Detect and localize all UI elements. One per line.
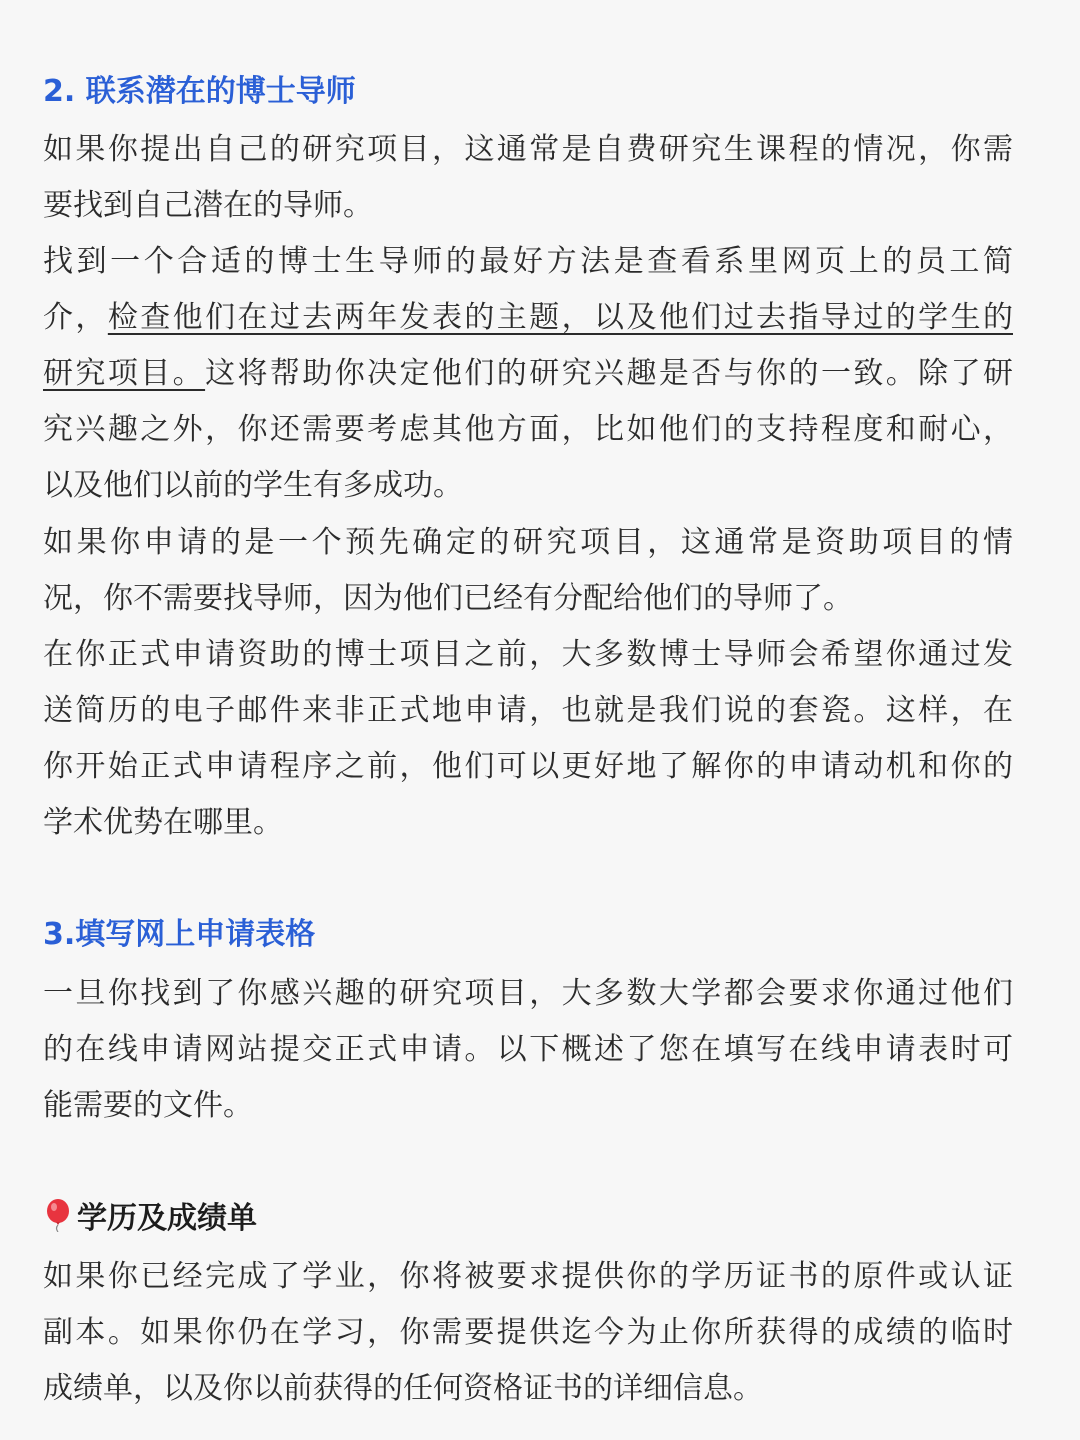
- text-line: 找到一个合适的博士生导师的最好方法是查看系里网页上的员工简: [43, 244, 1013, 279]
- section-2-paragraph-4: [43, 627, 1037, 851]
- section-2-heading: 2. 联系潜在的博士导师: [43, 74, 356, 109]
- transcripts-heading-text: 学历及成绩单: [77, 1201, 257, 1236]
- text-line: 的在线申请网站提交正式申请。以下概述了您在填写在线申请表时可: [43, 1032, 1013, 1067]
- text-line: 以及他们以前的学生有多成功。: [43, 468, 463, 503]
- underlined-text: 检查他们在过去两年发表的主题，以及他们过去指导过的学生的: [107, 300, 1013, 335]
- text-line: [43, 346, 1013, 402]
- section-3-paragraph-1: [43, 966, 1037, 1134]
- transcripts-heading: [43, 1198, 257, 1239]
- text-line: 一旦你找到了你感兴趣的研究项目，大多数大学都会要求你通过他们: [43, 976, 1013, 1011]
- text-line: 能需要的文件。: [43, 1088, 253, 1123]
- text-line: [43, 290, 1013, 346]
- text-line: 如果你申请的是一个预先确定的研究项目，这通常是资助项目的情: [43, 525, 1013, 560]
- text-segment: 这将帮助你决定他们的研究兴趣是否与你的一致。除了研: [205, 356, 1014, 391]
- text-line: 究兴趣之外，你还需要考虑其他方面，比如他们的支持程度和耐心，: [43, 412, 1013, 447]
- text-line: 如果你提出自己的研究项目，这通常是自费研究生课程的情况，你需: [43, 132, 1013, 167]
- balloon-icon: [43, 1198, 73, 1232]
- text-line: 送简历的电子邮件来非正式地申请，也就是我们说的套瓷。这样，在: [43, 693, 1013, 728]
- text-line: 在你正式申请资助的博士项目之前，大多数博士导师会希望你通过发: [43, 637, 1013, 672]
- underlined-text: 研究项目。: [43, 356, 206, 391]
- text-line: 如果你已经完成了学业，你将被要求提供你的学历证书的原件或认证: [43, 1259, 1013, 1294]
- section-2-paragraph-3: [43, 515, 1037, 627]
- text-line: 副本。如果你仍在学习，你需要提供迄今为止你所获得的成绩的临时: [43, 1315, 1013, 1350]
- text-line: 学术优势在哪里。: [43, 805, 283, 840]
- section-2-paragraph-1: [43, 122, 1037, 234]
- text-line: 况，你不需要找导师，因为他们已经有分配给他们的导师了。: [43, 581, 853, 616]
- text-segment: 介，: [43, 300, 108, 335]
- text-line: 你开始正式申请程序之前，他们可以更好地了解你的申请动机和你的: [43, 749, 1013, 784]
- transcripts-paragraph-1: [43, 1249, 1037, 1417]
- section-3-heading: 3.填写网上申请表格: [43, 917, 316, 952]
- text-line: 要找到自己潜在的导师。: [43, 188, 373, 223]
- section-2-paragraph-2: [43, 234, 1037, 514]
- text-line: 成绩单，以及你以前获得的任何资格证书的详细信息。: [43, 1371, 763, 1406]
